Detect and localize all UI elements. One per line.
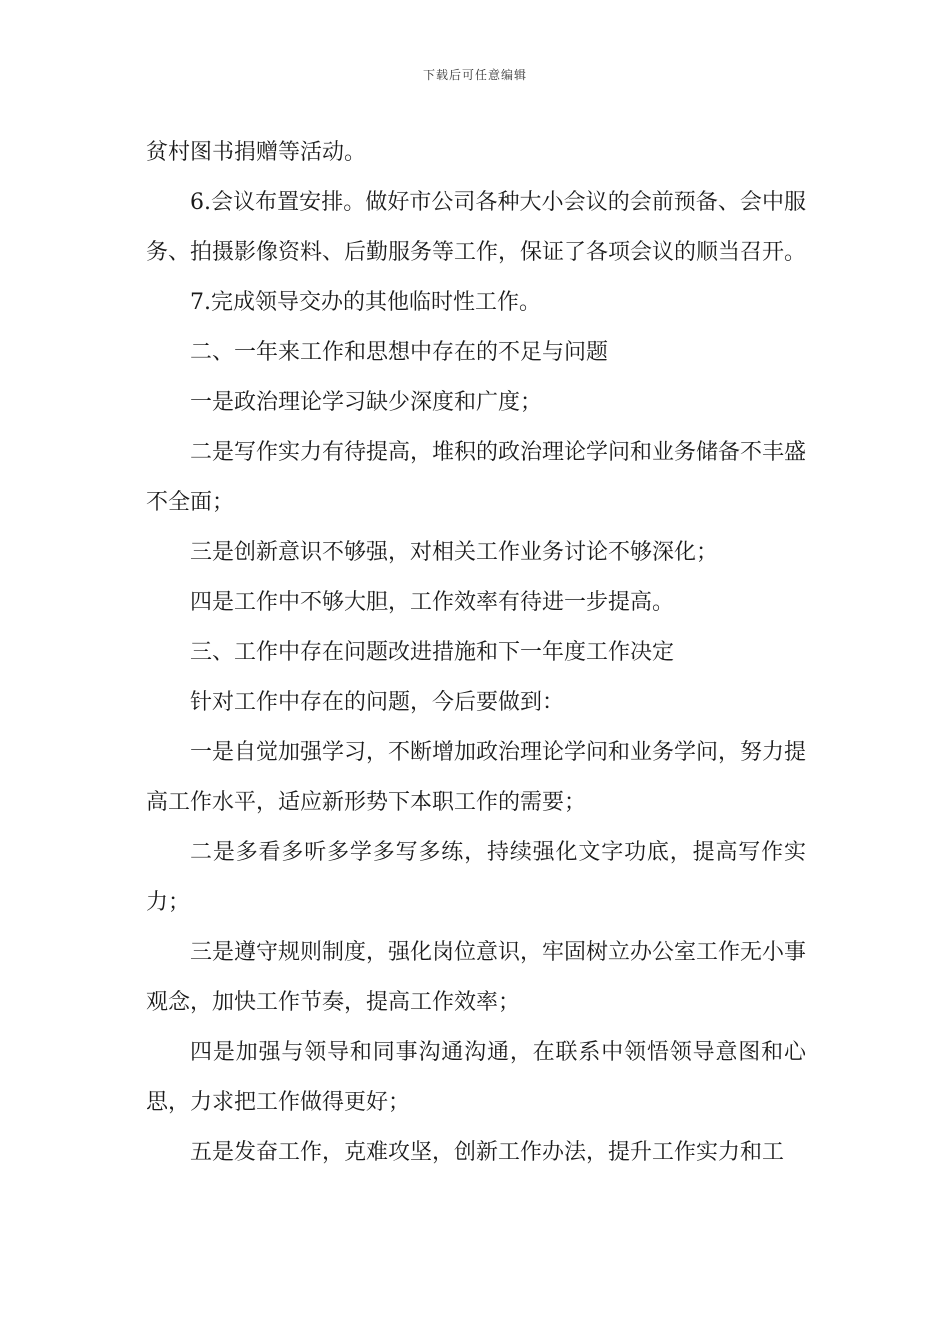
paragraph: 三是创新意识不够强，对相关工作业务讨论不够深化；	[190, 540, 719, 565]
paragraph: 五是发奋工作，克难攻坚，创新工作办法，提升工作实力和工	[190, 1140, 785, 1165]
paragraph: 四是工作中不够大胆，工作效率有待进一步提高。	[190, 590, 675, 615]
paragraph: 二是多看多听多学多写多练，持续强化文字功底，提高写作实力；	[146, 840, 806, 915]
page-header: 下载后可任意编辑	[422, 68, 527, 82]
document-body	[146, 128, 806, 1178]
section-heading: 二、一年来工作和思想中存在的不足与问题	[190, 340, 609, 365]
paragraph: 二是写作实力有待提高，堆积的政治理论学问和业务储备不丰盛不全面；	[146, 440, 807, 515]
paragraph: 三是遵守规则制度，强化岗位意识，牢固树立办公室工作无小事观念，加快工作节奏，提高工作效率；	[146, 940, 807, 1015]
paragraph: 一是自觉加强学习，不断增加政治理论学问和业务学问，努力提高工作水平，适应新形势下本职工作的需要；	[146, 740, 807, 815]
paragraph: 贫村图书捐赠等活动。	[146, 140, 367, 165]
paragraph: 7.完成领导交办的其他临时性工作。	[190, 290, 541, 315]
paragraph: 四是加强与领导和同事沟通沟通，在联系中领悟领导意图和心思，力求把工作做得更好；	[146, 1040, 806, 1115]
section-heading: 三、工作中存在问题改进措施和下一年度工作决定	[190, 640, 675, 665]
paragraph: 6.会议布置安排。做好市公司各种大小会议的会前预备、会中服务、拍摄影像资料、后勤服务等工作，保证了各项会议的顺当召开。	[146, 190, 807, 265]
paragraph: 一是政治理论学习缺少深度和广度；	[190, 390, 543, 415]
paragraph: 针对工作中存在的问题，今后要做到：	[190, 690, 565, 715]
